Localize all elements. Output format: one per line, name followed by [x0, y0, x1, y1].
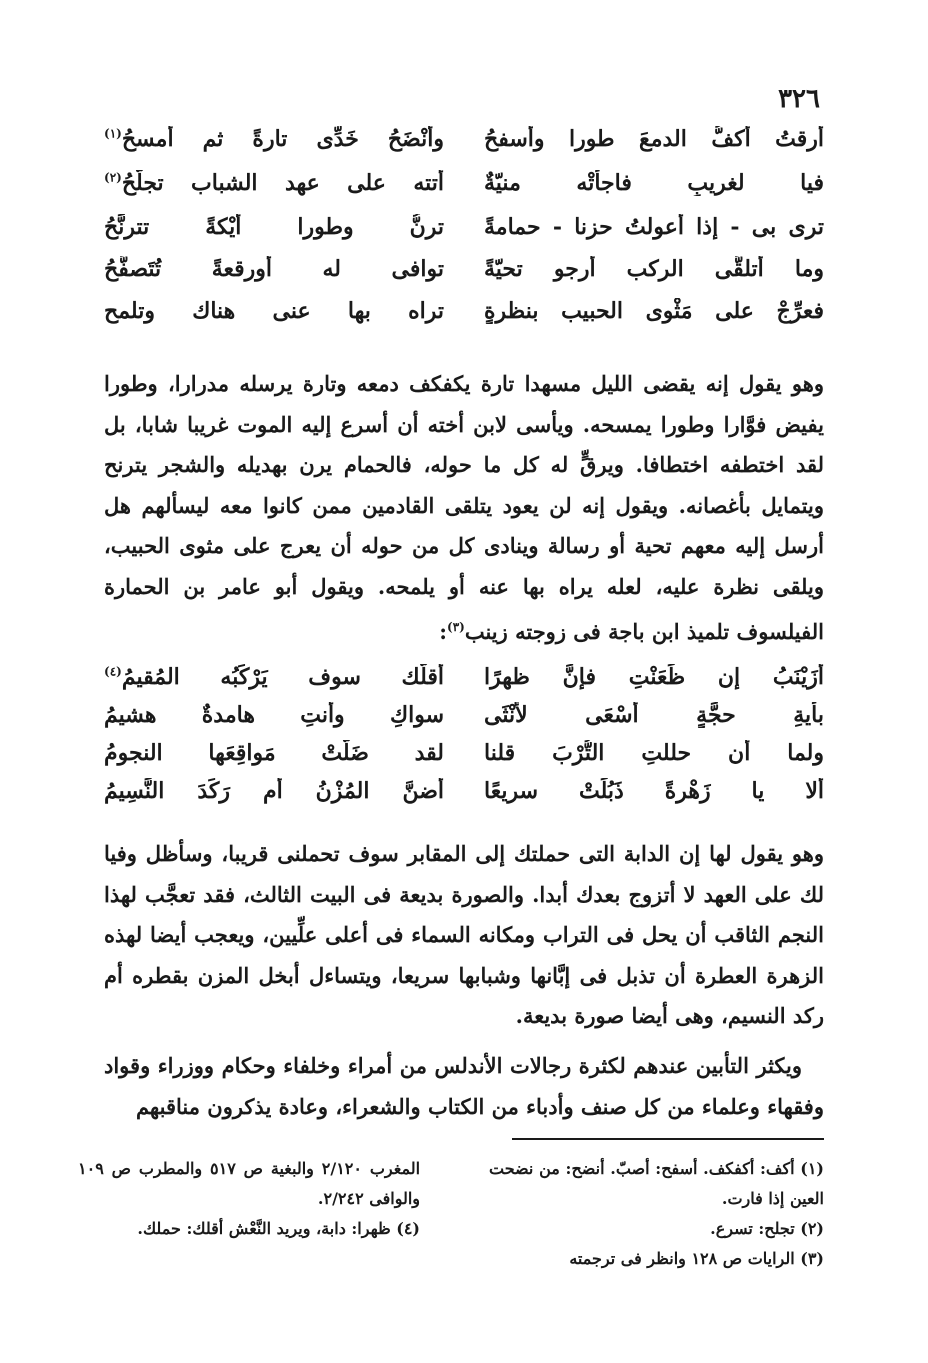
colon: :: [439, 619, 448, 644]
footnote: (٤) ظهرا: دابة، ويريد النَّعْش أقلك: حملك.: [137, 1219, 420, 1238]
page-number: ٣٢٦: [778, 84, 820, 114]
paragraph: [104, 364, 824, 653]
hemistich-first: ألا يا زَهْرةً ذَبُلَتْ سريعًا: [484, 778, 824, 804]
hemistich-second: لقد ضَلَّتْ مَواقِعَها النجومُ: [104, 740, 444, 766]
footnote: (١) أكف: أكفكف. أسفح: أصبّ. أنضح: من نضحت العين إذا فارت.: [489, 1159, 824, 1208]
verse: [104, 170, 824, 214]
verse-text: وأَنْضَحُ خَدِّى تارةً ثم أمسحُ: [121, 126, 444, 152]
paragraph: ويكثر التأبين عندهم لكثرة رجالات الأندلس من أمراء وخلفاء وحكام ووزراء وقواد وفقهاء وعلماء من كل صنف وأدباء من الكتاب والشعراء، وعادة يذكرون مناقبهم: [104, 1053, 824, 1119]
footnote-marker: (٢): [104, 170, 122, 185]
verse: [104, 778, 824, 822]
hemistich-second: [104, 664, 444, 690]
verse: [104, 256, 824, 300]
hemistich-second: تراه بها عنى هناك وتلمح: [104, 298, 444, 324]
verse-text: أقلَّك سوف يَرْكَبُه المُقيمُ: [121, 664, 444, 690]
hemistich-first: أَزَيْنَبُ إن ظَعَنْتِ فإنَّ ظهرًا: [484, 664, 824, 690]
footnote-divider: [512, 1138, 824, 1140]
hemistich-second: سواكِ وأنتِ هامدةٌ هشيمُ: [104, 702, 444, 728]
verse-text: أتته على عهد الشباب تجلَّحُ: [121, 170, 444, 196]
hemistich-first: بأيةِ حجَّةٍ أَسْعَى لأنْثَى: [484, 702, 824, 728]
hemistich-second: [104, 126, 444, 152]
hemistich-first: وما أتلقَّى الركب أرجو تحيّةً: [484, 256, 824, 282]
hemistich-second: ترنُّ وطورا أَيْكةً تترنَّحُ: [104, 214, 444, 240]
hemistich-first: ولما أن حللتِ التُّرْبَ قلنا: [484, 740, 824, 766]
hemistich-first: أرقتُ أكفُّ الدمعَ طورا وأسفحُ: [484, 126, 824, 152]
footnote-marker: (١): [104, 126, 122, 141]
hemistich-second: [104, 170, 444, 196]
footnote: (٣) الرايات ص ١٢٨ وانظر فى ترجمته: [569, 1249, 824, 1268]
hemistich-second: أضنَّ المُزْنُ أم رَكَدَ النَّسِيمُ: [104, 778, 444, 804]
footnote-marker: (٣): [447, 620, 465, 634]
paragraph: وهو يقول لها إن الدابة التى حملتك إلى المقابر سوف تحملنى قريبا، وسأظل وفيا لك على العهد لا أتزوج بعدك أبدا. والصورة بديعة فى البيت الثالث، فقد تعجَّب لهذا النجم الثاقب أن يحل فى التراب ومكانه السماء فى أعلى علِّيين، ويعجب أيضا لهذه الزهرة العطرة أن تذبل فى إبَّانها وشبابها سريعا، ويتساءل أبخل المزن بقطره أم ركد النسيم، وهى أيضا صورة بديعة.: [104, 841, 824, 1028]
verse: [104, 126, 824, 170]
footnote: المغرب ٢/١٢٠ والبغية ص ٥١٧ والمطرب ص ١٠٩ والوافى ٢/٢٤٢.: [78, 1159, 421, 1208]
footnotes-right-column: [489, 1154, 824, 1274]
verse: [104, 298, 824, 342]
footnote: (٢) تجلح: تسرع.: [710, 1219, 824, 1238]
hemistich-first: فيا لغريبٍ فاجأتْه منيّةٌ: [484, 170, 824, 196]
verse: [104, 214, 824, 258]
footnote-marker: (٤): [104, 664, 122, 679]
hemistich-first: ترى بى - إذا أعولتُ حزنا - حمامةً: [484, 214, 824, 240]
hemistich-first: فعرِّجْ على مَثْوى الحبيب بنظرةٍ: [484, 298, 824, 324]
paragraph-text: وهو يقول إنه يقضى الليل مسهدا تارة يكفكف دمعه وتارة يرسله مدرارا، وطورا يفيض فوَّارا وطورا يمسحه. ويأسى لابن أخته أن أسرع إليه الموت غريبا شابا، بل لقد اختطفه اختطافا. ويرقٍّ له كل ما حوله، فالحمام يرن بهديله والشجر يترنح ويتمايل بأغصانه. ويقول إنه لن يعود يتلقى القادمين ممن كانوا معه ليسألهم هل أرسل إليه معهم تحية أو رسالة وينادى كل من حوله أن يعرج على مثوى الحبيب، ويلقى نظرة عليه، لعله يراه بها عنه أو يلمحه. ويقول أبو عامر بن الحمارة الفيلسوف تلميذ ابن باجة فى زوجته زينب: [104, 371, 824, 644]
footnotes-left-column: [78, 1154, 420, 1244]
hemistich-second: توافى له أورقعةً تُتَصفَّحُ: [104, 256, 444, 282]
